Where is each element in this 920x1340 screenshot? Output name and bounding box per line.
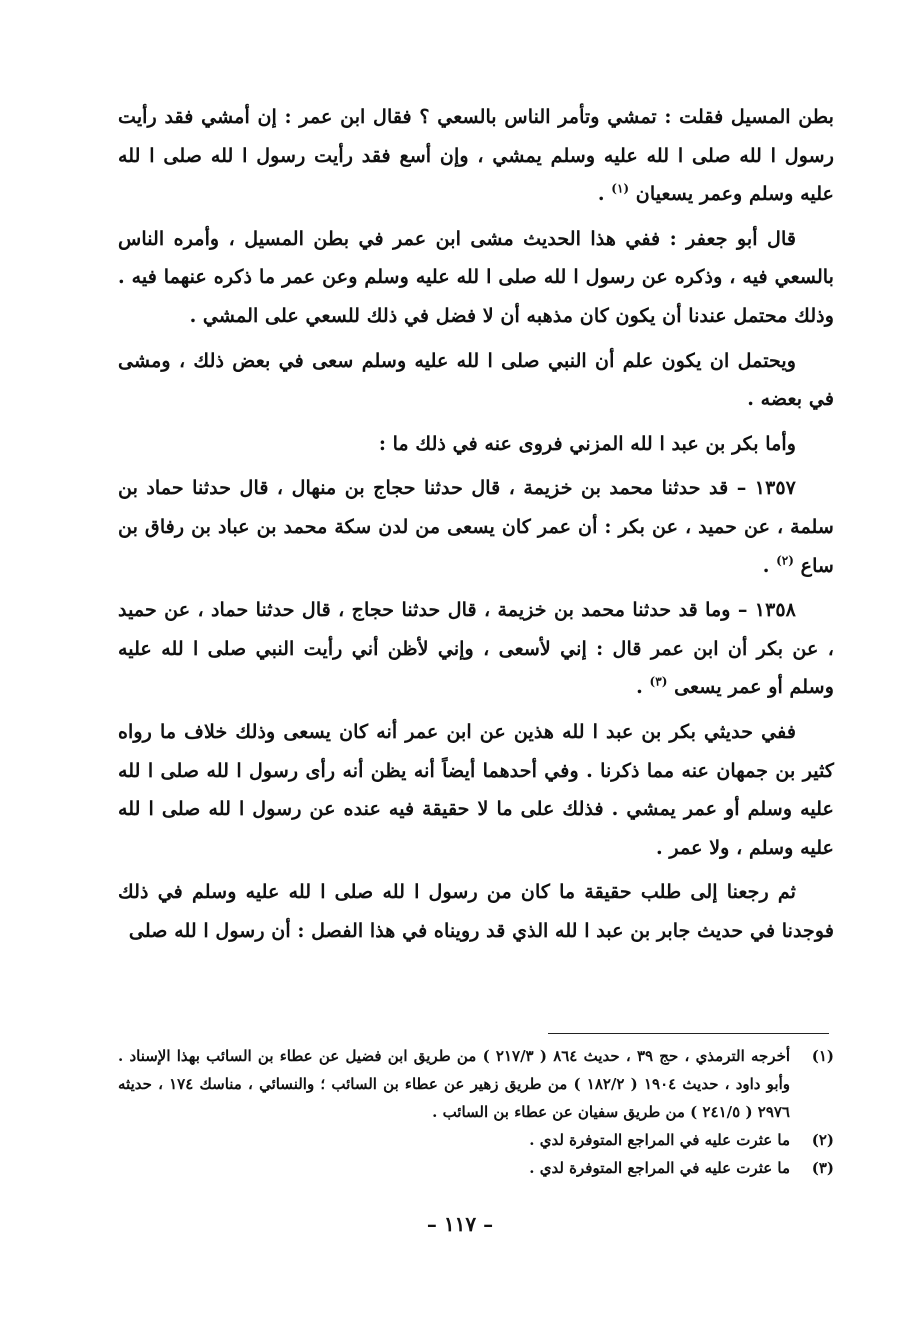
page-number: – ١١٧ –	[426, 1212, 494, 1236]
main-text	[118, 98, 834, 950]
paragraph-2: قال أبو جعفر : ففي هذا الحديث مشى ابن عمر في بطن المسيل ، وأمره الناس بالسعي فيه ، وذكره عن رسول ا لله صلى ا لله عليه وسلم وعن عمر ما ذكره عنهما فيه . وذلك محتمل عندنا أن يكون كان مذهبه أن لا فضل في ذلك للسعي على المشي .	[118, 226, 834, 327]
paragraph-8: ثم رجعنا إلى طلب حقيقة ما كان من رسول ا لله صلى ا لله عليه وسلم في ذلك فوجدنا في حديث جابر بن عبد ا لله الذي قد رويناه في هذا الفصل : أن رسول ا لله صلى	[118, 880, 834, 942]
hadith-1357-end: .	[762, 553, 770, 577]
footnote-2	[118, 1126, 834, 1154]
footnote-ref-2: (٢)	[776, 553, 794, 568]
footnote-1	[118, 1042, 834, 1126]
footnote-3	[118, 1154, 834, 1182]
footnote-3-number: (٣)	[811, 1159, 834, 1177]
paragraph-4: وأما بكر بن عبد ا لله المزني فروى عنه في ذلك ما :	[378, 431, 796, 455]
footnote-divider	[548, 1033, 829, 1034]
hadith-1358-end: .	[636, 675, 643, 699]
hadith-1357	[118, 469, 834, 585]
footnote-2-number: (٢)	[811, 1131, 834, 1149]
paragraph-7: ففي حديثي بكر بن عبد ا لله هذين عن ابن عمر أنه كان يسعى وذلك خلاف ما رواه كثير بن جمهان عنه مما ذكرنا . وفي أحدهما أيضاً أنه يظن أنه رأى رسول ا لله صلى ا لله عليه وسلم أو عمر يمشي . فذلك على ما لا حقيقة فيه عنده عن رسول ا لله صلى ا لله عليه وسلم ، ولا عمر .	[118, 719, 834, 859]
footnote-ref-3: (٣)	[649, 674, 668, 689]
paragraph-3: ويحتمل ان يكون علم أن النبي صلى ا لله عليه وسلم سعى في بعض ذلك ، ومشى في بعضه .	[118, 348, 834, 411]
footnote-ref-1: (١)	[611, 181, 630, 196]
hadith-1358-text: ١٣٥٨ – وما قد حدثنا محمد بن خزيمة ، قال حدثنا حجاج ، قال حدثنا حماد ، عن حميد ، عن بكر أن ابن عمر قال : إني لأسعى ، وإني لأظن أني رأيت النبي صلى ا لله عليه وسلم أو عمر يسعى	[118, 598, 834, 699]
hadith-1358	[118, 591, 834, 707]
hadith-1357-text: ١٣٥٧ – قد حدثنا محمد بن خزيمة ، قال حدثنا حجاج بن منهال ، قال حدثنا حماد بن سلمة ، عن حميد ، عن بكر : أن عمر كان يسعى من لدن سكة محمد بن عباد بن رفاق بن ساع	[118, 476, 834, 577]
footnote-3-text: ما عثرت عليه في المراجع المتوفرة لدي .	[529, 1159, 790, 1177]
paragraph-1-text: بطن المسيل فقلت : تمشي وتأمر الناس بالسعي ؟ فقال ابن عمر : إن أمشي فقد رأيت رسول ا لله صلى ا لله عليه وسلم يمشي ، وإن أسع فقد رأيت رسول ا لله صلى ا لله عليه وسلم وعمر يسعيان	[118, 105, 834, 206]
paragraph-1-end: .	[597, 182, 605, 206]
paragraph-1	[118, 98, 834, 214]
footnotes	[118, 1042, 834, 1182]
footnote-1-text: أخرجه الترمذي ، حج ٣٩ ، حديث ٨٦٤ ( ٢١٧/٣ ) من طريق ابن فضيل عن عطاء بن السائب بهذا الإسناد . وأبو داود ، حديث ١٩٠٤ ( ١٨٢/٢ ) من طريق زهير عن عطاء بن السائب ؛ والنسائي ، مناسك ١٧٤ ، حديثه ٢٩٧٦ ( ٢٤١/٥ ) من طريق سفيان عن عطاء بن السائب .	[118, 1047, 791, 1121]
footnote-1-number: (١)	[811, 1047, 834, 1065]
footnote-2-text: ما عثرت عليه في المراجع المتوفرة لدي .	[529, 1131, 790, 1149]
